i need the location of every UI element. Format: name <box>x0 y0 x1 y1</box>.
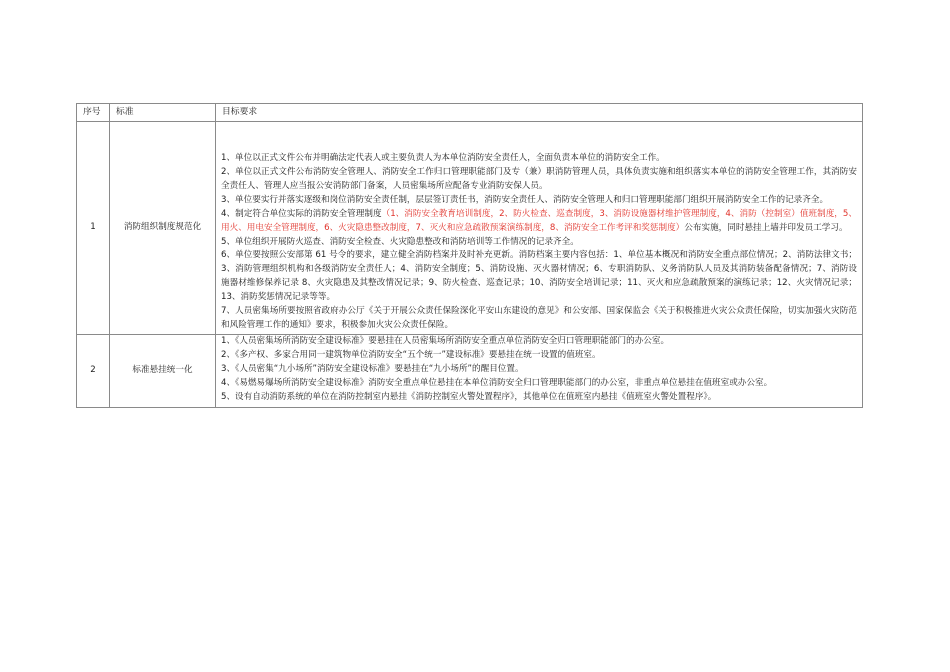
table-row <box>77 334 863 407</box>
highlighted-system-list: （1、消防安全教育培训制度，2、防火检查、巡查制度，3、消防设施器材维护管理制度，4、消防（控制室）值班制度，5、用火、用电安全管理制度，6、火灾隐患整改制度，7、灭火和应急疏散预案演练制度，8、消防安全工作考评和奖惩制度） <box>221 208 858 233</box>
row-requirements <box>216 334 863 407</box>
requirement-item: 6、单位要按照公安部第 61 号令的要求，建立健全消防档案并及时补充更新。消防档案主要内容包括：1、单位基本概况和消防安全重点部位情况；2、消防法律文书；3、消防管理组织机构和各级消防安全责任人；4、消防安全制度；5、消防设施、灭火器材情况；6、专职消防队、义务消防队人员及其消防装备配备情况；7、消防设施器材维修保养记录 8、火灾隐患及其整改情况记录；9、防火检查、巡查记录；10、消防安全培训记录；11、灭火和应急疏散预案的演练记录；12、火灾情况记录；13、消防奖惩情况记录等等。 <box>221 250 857 303</box>
requirement-item: 7、人员密集场所要按照省政府办公厅《关于开展公众责任保险深化平安山东建设的意见》和公安部、国家保监会《关于积极推进火灾公众责任保险，切实加强火灾防范和风险管理工作的通知》要求，积极参加火灾公众责任保险。 <box>221 306 857 331</box>
requirement-item-lead: 4、制定符合单位实际的消防安全管理制度 <box>221 208 382 219</box>
row-requirements <box>216 122 863 335</box>
requirement-item: 1、《人员密集场所消防安全建设标准》要悬挂在人员密集场所消防安全重点单位消防安全归口管理职能部门的办公室。 <box>221 335 670 346</box>
requirement-item <box>221 208 857 236</box>
requirement-item: 5、设有自动消防系统的单位在消防控制室内悬挂《消防控制室火警处置程序》，其他单位在值班室内悬挂《值班室火警处置程序》。 <box>221 391 717 402</box>
row-number: 1 <box>77 122 110 335</box>
row-standard: 消防组织制度规范化 <box>110 122 216 335</box>
requirement-item: 3、《人员密集“九小场所”消防安全建设标准》要悬挂在“九小场所”的醒目位置。 <box>221 363 524 374</box>
header-requirement: 目标要求 <box>216 104 863 122</box>
requirement-item: 2、《多产权、多家合用同一建筑物单位消防安全“五个统一”建设标准》要悬挂在统一设置的值班室。 <box>221 349 601 360</box>
row-standard: 标准悬挂统一化 <box>110 334 216 407</box>
row-number: 2 <box>77 334 110 407</box>
requirement-item: 1、单位以正式文件公布并明确法定代表人或主要负责人为本单位消防安全责任人，全面负责本单位的消防安全工作。 <box>221 153 665 163</box>
table-header-row <box>77 104 863 122</box>
requirement-item: 4、《易燃易爆场所消防安全建设标准》消防安全重点单位悬挂在本单位消防安全归口管理职能部门的办公室，非重点单位悬挂在值班室或办公室。 <box>221 377 773 388</box>
header-no: 序号 <box>77 104 110 122</box>
header-standard: 标准 <box>110 104 216 122</box>
fire-safety-standards-table <box>76 103 863 408</box>
requirement-item: 2、单位以正式文件公布消防安全管理人、消防安全工作归口管理职能部门及专（兼）职消防管理人员，具体负责实施和组织落实本单位的消防安全管理工作，其消防安全责任人、管理人应当报公安消防部门备案，人员密集场所应配备专业消防安保人员。 <box>221 166 857 191</box>
requirement-item-tail: 公布实施，同时悬挂上墙并印发员工学习。 <box>684 222 848 233</box>
table-row <box>77 122 863 335</box>
requirement-item: 5、单位组织开展防火巡查、消防安全检查、火灾隐患整改和消防培训等工作情况的记录齐全。 <box>221 236 579 247</box>
requirement-item: 3、单位要实行并落实逐级和岗位消防安全责任制，层层签订责任书，消防安全责任人、消防安全管理人和归口管理职能部门组织开展消防安全工作的记录齐全。 <box>221 194 829 205</box>
